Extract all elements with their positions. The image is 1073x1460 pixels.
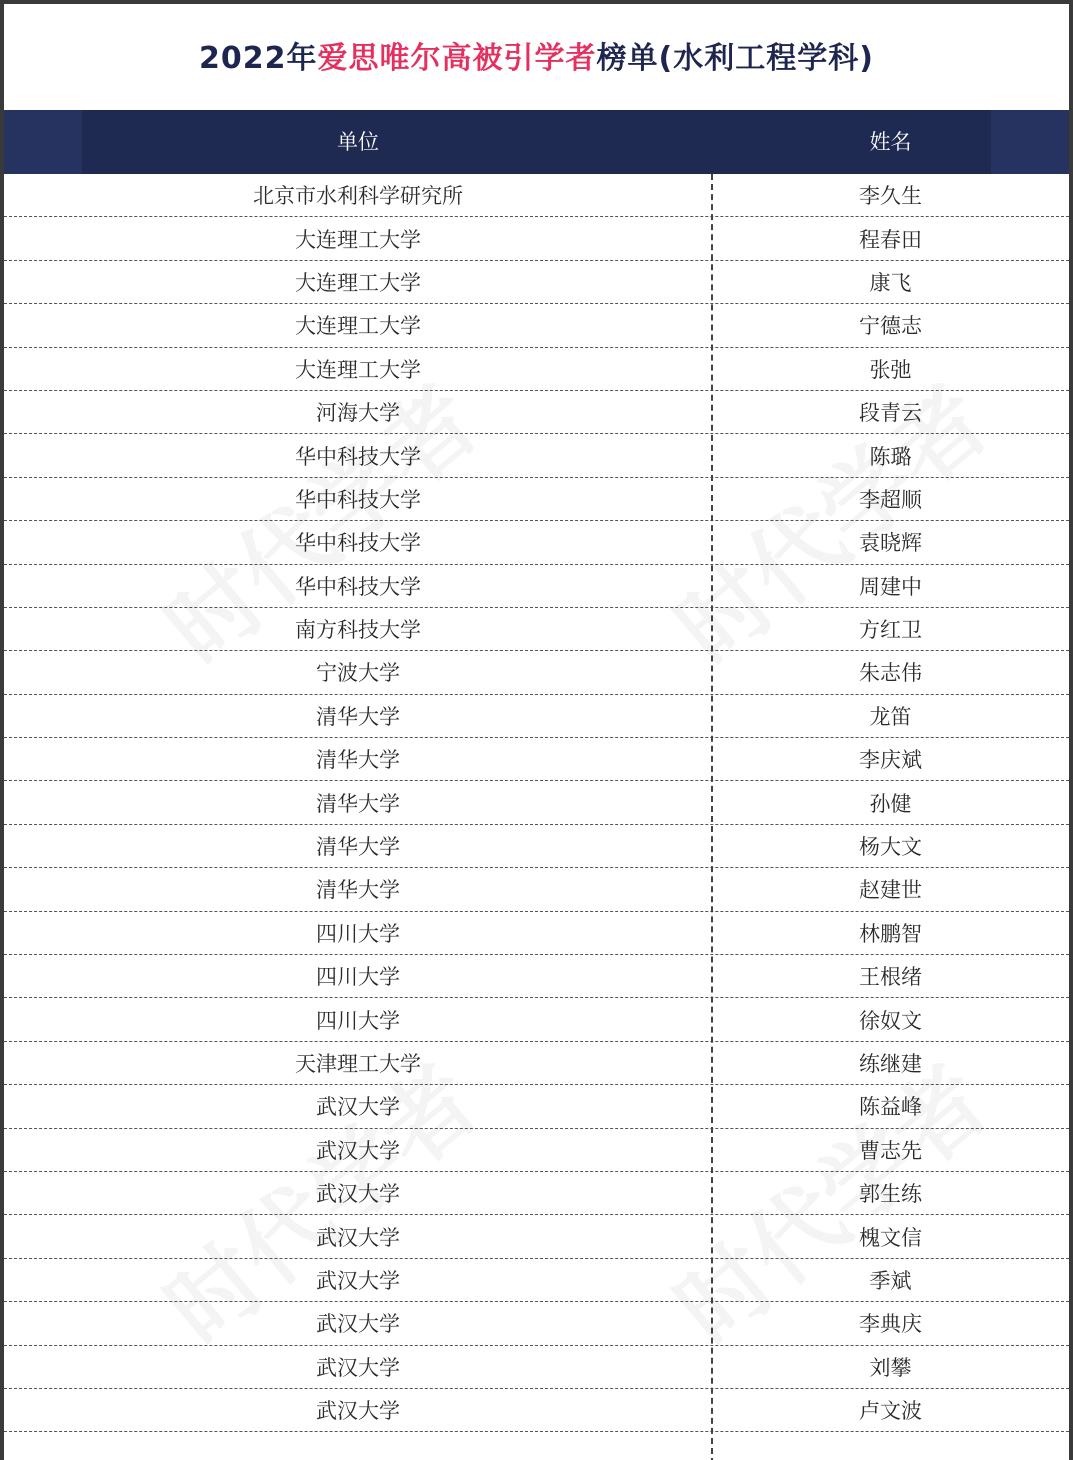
table-row xyxy=(4,434,1069,477)
cell-name: 徐奴文 xyxy=(859,1008,922,1033)
cell-unit: 宁波大学 xyxy=(316,661,400,686)
table-row xyxy=(4,825,1069,868)
table-row xyxy=(4,261,1069,304)
title-bar xyxy=(4,4,1069,106)
title-highlight: 爱思唯尔高被引学者 xyxy=(317,41,597,76)
cell-unit: 大连理工大学 xyxy=(295,314,421,339)
cell-name: 陈璐 xyxy=(869,444,912,469)
table-row xyxy=(4,304,1069,347)
table-row xyxy=(4,521,1069,564)
cell-name: 练继建 xyxy=(859,1052,922,1076)
cell-unit: 武汉大学 xyxy=(316,1138,400,1163)
table-row xyxy=(4,1259,1069,1302)
cell-unit: 大连理工大学 xyxy=(295,357,421,382)
cell-name: 孙健 xyxy=(869,791,912,816)
title-suffix: 榜单(水利工程学科) xyxy=(596,41,874,76)
title-prefix: 2022年 xyxy=(199,41,318,76)
cell-name: 李久生 xyxy=(859,184,922,209)
cell-unit: 四川大学 xyxy=(316,921,400,946)
cell-unit: 华中科技大学 xyxy=(295,574,421,599)
cell-name: 卢文波 xyxy=(859,1399,922,1424)
cell-unit: 清华大学 xyxy=(316,748,400,773)
cell-unit: 四川大学 xyxy=(316,1008,400,1033)
cell-name: 方红卫 xyxy=(859,618,922,643)
table-row xyxy=(4,478,1069,521)
table-body xyxy=(4,174,1069,1432)
cell-unit: 武汉大学 xyxy=(316,1095,400,1120)
column-header-unit: 单位 xyxy=(337,130,379,154)
cell-name: 周建中 xyxy=(859,574,922,599)
cell-name: 李超顺 xyxy=(859,487,922,512)
table-header xyxy=(4,110,1069,174)
cell-unit: 武汉大学 xyxy=(316,1182,400,1207)
table-row xyxy=(4,1346,1069,1389)
cell-name: 曹志先 xyxy=(859,1138,922,1163)
cell-unit: 武汉大学 xyxy=(316,1399,400,1424)
table-row xyxy=(4,608,1069,651)
table-row xyxy=(4,1129,1069,1172)
table-row xyxy=(4,174,1069,217)
cell-name: 郭生练 xyxy=(859,1182,922,1207)
cell-name: 程春田 xyxy=(859,227,922,252)
table-row xyxy=(4,955,1069,998)
cell-name: 张弛 xyxy=(869,357,912,382)
cell-unit: 武汉大学 xyxy=(316,1225,400,1250)
cell-unit: 清华大学 xyxy=(316,704,400,729)
cell-unit: 河海大学 xyxy=(316,401,400,426)
cell-name: 杨大文 xyxy=(859,835,922,860)
cell-name: 李庆斌 xyxy=(859,748,922,773)
column-divider xyxy=(711,174,713,1460)
cell-unit: 大连理工大学 xyxy=(295,227,421,252)
cell-unit: 南方科技大学 xyxy=(295,618,421,643)
cell-name: 朱志伟 xyxy=(859,661,922,686)
cell-name: 龙笛 xyxy=(869,704,912,729)
cell-unit: 大连理工大学 xyxy=(295,270,421,295)
table-row xyxy=(4,1085,1069,1128)
cell-name: 李典庆 xyxy=(859,1312,922,1337)
table-row xyxy=(4,912,1069,955)
cell-name: 刘攀 xyxy=(869,1355,912,1380)
cell-name: 槐文信 xyxy=(859,1225,922,1250)
cell-unit: 武汉大学 xyxy=(316,1355,400,1380)
table-row xyxy=(4,391,1069,434)
cell-unit: 华中科技大学 xyxy=(295,531,421,556)
ranking-sheet xyxy=(4,4,1069,1460)
cell-name: 宁德志 xyxy=(859,314,922,339)
table-row xyxy=(4,998,1069,1041)
cell-unit: 华中科技大学 xyxy=(295,444,421,469)
cell-unit: 北京市水利科学研究所 xyxy=(253,184,463,209)
cell-name: 王根绪 xyxy=(859,965,922,990)
table-row xyxy=(4,781,1069,824)
table-row xyxy=(4,217,1069,260)
cell-unit: 清华大学 xyxy=(316,878,400,903)
table-row xyxy=(4,738,1069,781)
table-row xyxy=(4,1172,1069,1215)
cell-unit: 清华大学 xyxy=(316,835,400,860)
table-row xyxy=(4,651,1069,694)
cell-unit: 天津理工大学 xyxy=(295,1052,421,1076)
table-row xyxy=(4,565,1069,608)
cell-unit: 华中科技大学 xyxy=(295,487,421,512)
table-row xyxy=(4,1302,1069,1345)
table-row xyxy=(4,1042,1069,1085)
cell-name: 袁晓辉 xyxy=(859,531,922,556)
cell-unit: 四川大学 xyxy=(316,965,400,990)
cell-name: 林鹏智 xyxy=(859,921,922,946)
table-row xyxy=(4,868,1069,911)
cell-name: 段青云 xyxy=(859,401,922,426)
cell-name: 赵建世 xyxy=(859,878,922,903)
table-row xyxy=(4,1215,1069,1258)
cell-unit: 武汉大学 xyxy=(316,1312,400,1337)
cell-name: 康飞 xyxy=(869,270,912,295)
page-title xyxy=(199,33,874,77)
cell-name: 季斌 xyxy=(869,1268,912,1293)
table-row xyxy=(4,695,1069,738)
column-header-name: 姓名 xyxy=(869,130,912,154)
cell-unit: 清华大学 xyxy=(316,791,400,816)
table-row xyxy=(4,1389,1069,1432)
cell-name: 陈益峰 xyxy=(859,1095,922,1120)
table-row xyxy=(4,348,1069,391)
cell-unit: 武汉大学 xyxy=(316,1268,400,1293)
